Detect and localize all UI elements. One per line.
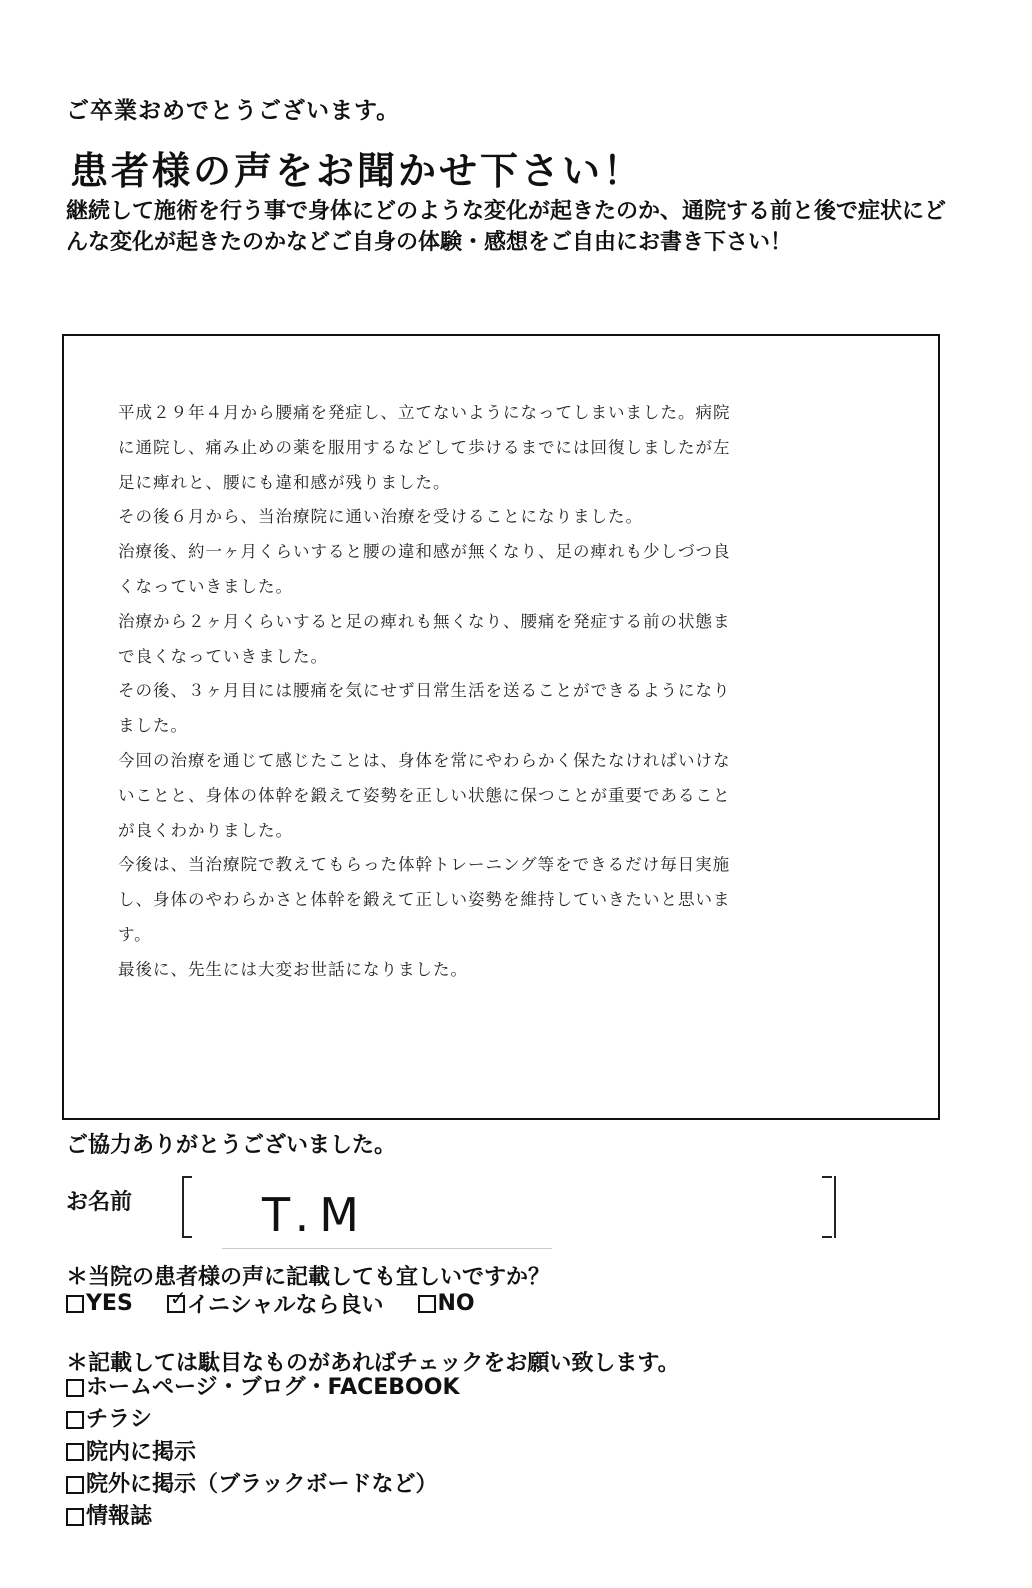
restrict-question: ＊記載しては駄目なものがあればチェックをお願い致します。 — [66, 1351, 680, 1376]
consent-options — [66, 1285, 475, 1319]
restrict-option-indoor[interactable] — [66, 1438, 460, 1470]
comment-text — [118, 396, 848, 988]
checkbox[interactable] — [66, 1295, 84, 1313]
comment-line: いことと、身体の体幹を鍛えて姿勢を正しい状態に保つことが重要であること — [118, 785, 731, 805]
comment-line: 今回の治療を通じて感じたことは、身体を常にやわらかく保たなければいけな — [118, 750, 731, 770]
comment-line: ました。 — [118, 716, 188, 736]
thanks-text: ご協力ありがとうございました。 — [66, 1133, 397, 1158]
checkbox[interactable] — [418, 1295, 436, 1313]
name-value: T.M — [262, 1188, 369, 1242]
comment-line: で良くなっていきました。 — [118, 646, 328, 666]
comment-line: し、身体のやわらかさと体幹を鍛えて正しい姿勢を維持していきたいと思いま — [118, 890, 731, 910]
restrict-options — [66, 1373, 460, 1534]
option-label: イニシャルなら良い — [186, 1293, 384, 1318]
checkbox[interactable] — [66, 1411, 84, 1429]
restrict-option-website[interactable] — [66, 1373, 460, 1405]
instructions-text: 継続して施術を行う事で身体にどのような変化が起きたのか、通院する前と後で症状にどんな変化が起きたのかなどご自身の体験・感想をご自由にお書き下さい！ — [66, 199, 947, 255]
restrict-option-magazine[interactable] — [66, 1502, 460, 1534]
comment-line: 平成２９年４月から腰痛を発症し、立てないようになってしまいました。病院 — [118, 403, 731, 422]
checkbox[interactable] — [66, 1443, 84, 1461]
option-label: 情報誌 — [86, 1504, 153, 1529]
name-label: お名前 — [66, 1190, 133, 1215]
comment-line: 最後に、先生には大変お世話になりました。 — [118, 959, 468, 979]
consent-option-no[interactable] — [418, 1288, 475, 1319]
comment-line: その後６月から、当治療院に通い治療を受けることになりました。 — [118, 507, 643, 527]
checkbox[interactable] — [66, 1508, 84, 1526]
bracket-corner — [822, 1176, 832, 1178]
bracket-corner — [182, 1236, 192, 1238]
option-label: YES — [86, 1291, 133, 1316]
restrict-option-flyer[interactable] — [66, 1405, 460, 1437]
comment-line: くなっていきました。 — [118, 576, 293, 596]
consent-question: ＊当院の患者様の声に記載しても宜しいですか？ — [66, 1265, 551, 1290]
consent-option-initials[interactable] — [167, 1285, 384, 1319]
checkbox[interactable] — [66, 1379, 84, 1397]
option-label: ホームページ・ブログ・FACEBOOK — [86, 1375, 460, 1400]
bracket-corner — [822, 1236, 832, 1238]
check-icon: ✓ — [169, 1285, 187, 1310]
comment-line: に通院し、痛み止めの薬を服用するなどして歩けるまでには回復しましたが左 — [118, 437, 731, 457]
comment-line: 治療から２ヶ月くらいすると足の痺れも無くなり、腰痛を発症する前の状態ま — [118, 611, 731, 631]
checkbox[interactable] — [66, 1476, 84, 1494]
comment-line: その後、３ヶ月目には腰痛を気にせず日常生活を送ることができるようになり — [118, 681, 731, 701]
consent-option-yes[interactable] — [66, 1288, 133, 1319]
comment-line: す。 — [118, 924, 152, 944]
comment-line: 今後は、当治療院で教えてもらった体幹トレーニング等をできるだけ毎日実施 — [118, 855, 731, 875]
bracket-corner — [182, 1176, 192, 1178]
option-label: NO — [437, 1291, 475, 1316]
option-label: 院内に掲示 — [86, 1439, 197, 1465]
comment-line: 治療後、約一ヶ月くらいすると腰の違和感が無くなり、足の痺れも少しづつ良 — [118, 542, 731, 562]
checkbox-checked[interactable] — [167, 1285, 187, 1313]
comment-line: が良くわかりました。 — [118, 820, 293, 840]
option-label: チラシ — [86, 1407, 153, 1433]
page-headline: 患者様の声をお聞かせ下さい！ — [70, 149, 645, 193]
greeting-text: ご卒業おめでとうございます。 — [66, 98, 401, 124]
comment-line: 足に痺れと、腰にも違和感が残りました。 — [118, 472, 451, 492]
option-label: 院外に掲示（ブラックボードなど） — [86, 1471, 438, 1497]
restrict-option-outdoor[interactable] — [66, 1470, 460, 1502]
